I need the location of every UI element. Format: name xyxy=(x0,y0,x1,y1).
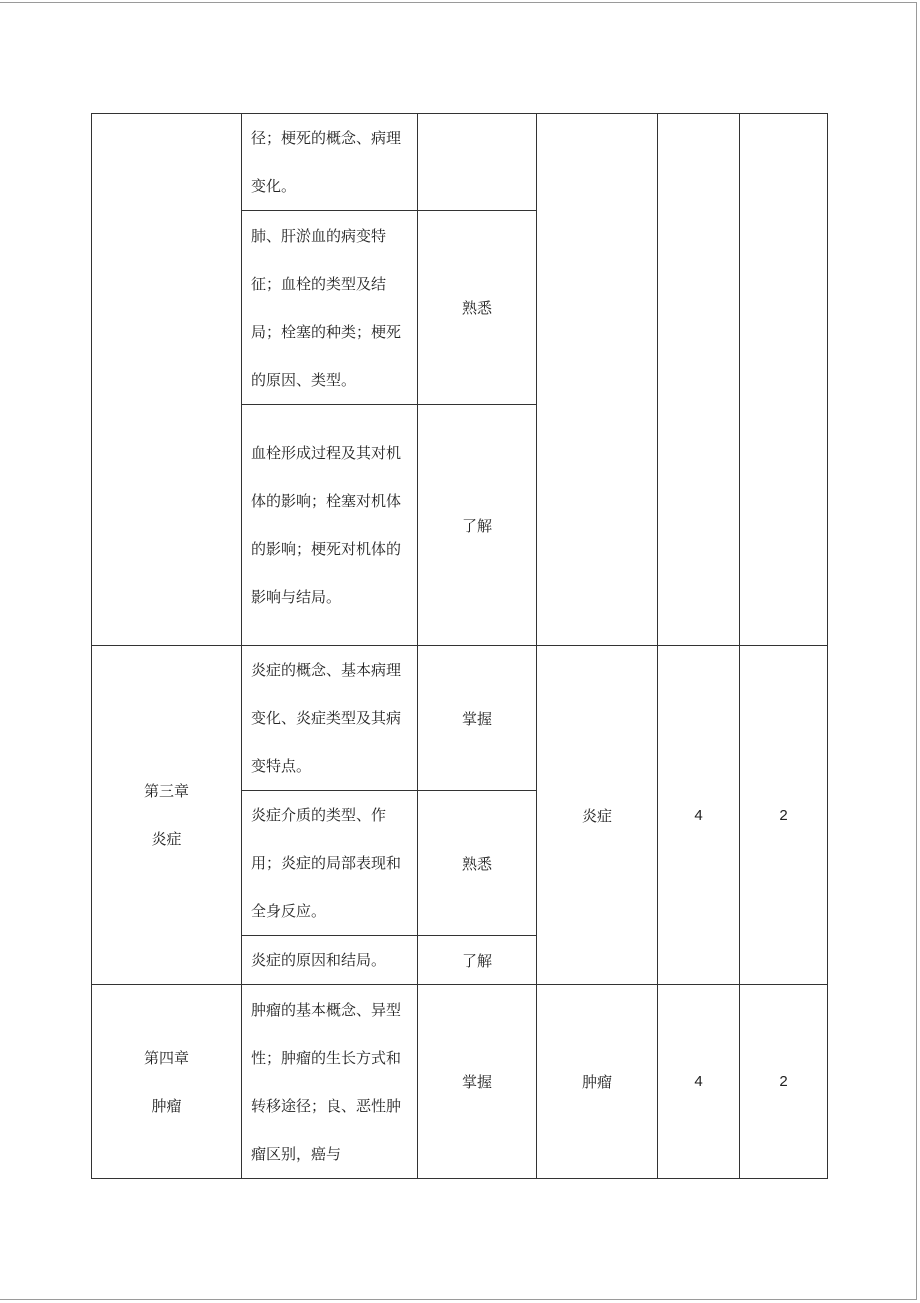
chapter-number: 第三章 xyxy=(143,782,189,800)
level-cell: 熟悉 xyxy=(418,211,537,405)
chapter-cell xyxy=(92,646,242,985)
level-cell: 了解 xyxy=(418,405,537,646)
syllabus-table xyxy=(91,113,828,1179)
level-cell: 熟悉 xyxy=(418,791,537,936)
chapter-number: 第四章 xyxy=(143,1048,189,1067)
level-cell xyxy=(418,114,537,211)
hours-cell-empty xyxy=(740,114,828,646)
table-row xyxy=(92,985,828,1179)
content-cell: 炎症的原因和结局。 xyxy=(242,936,418,985)
level-cell: 了解 xyxy=(418,936,537,985)
level-cell: 掌握 xyxy=(418,646,537,791)
topic-cell: 肿瘤 xyxy=(537,985,658,1179)
theory-hours-cell: 4 xyxy=(658,985,740,1179)
chapter-cell xyxy=(92,985,242,1179)
table-row xyxy=(92,114,828,211)
content-cell: 血栓形成过程及其对机体的影响；栓塞对机体的影响；梗死对机体的影响与结局。 xyxy=(242,405,418,646)
level-cell: 掌握 xyxy=(418,985,537,1179)
hours-cell-empty xyxy=(658,114,740,646)
topic-cell-empty xyxy=(537,114,658,646)
content-cell: 肺、肝淤血的病变特征；血栓的类型及结局；栓塞的种类；梗死的原因、类型。 xyxy=(242,211,418,405)
practice-hours-cell: 2 xyxy=(740,646,828,985)
chapter-title: 肿瘤 xyxy=(151,1096,182,1115)
content-cell: 炎症的概念、基本病理变化、炎症类型及其病变特点。 xyxy=(242,646,418,791)
content-cell: 炎症介质的类型、作用；炎症的局部表现和全身反应。 xyxy=(242,791,418,936)
table-row xyxy=(92,646,828,791)
theory-hours-cell: 4 xyxy=(658,646,740,985)
chapter-cell-empty xyxy=(92,114,242,646)
content-cell: 径；梗死的概念、病理变化。 xyxy=(242,114,418,211)
topic-cell: 炎症 xyxy=(537,646,658,985)
chapter-title: 炎症 xyxy=(151,830,182,848)
content-cell: 肿瘤的基本概念、异型性；肿瘤的生长方式和转移途径；良、恶性肿瘤区别，癌与 xyxy=(242,985,418,1179)
practice-hours-cell: 2 xyxy=(740,985,828,1179)
